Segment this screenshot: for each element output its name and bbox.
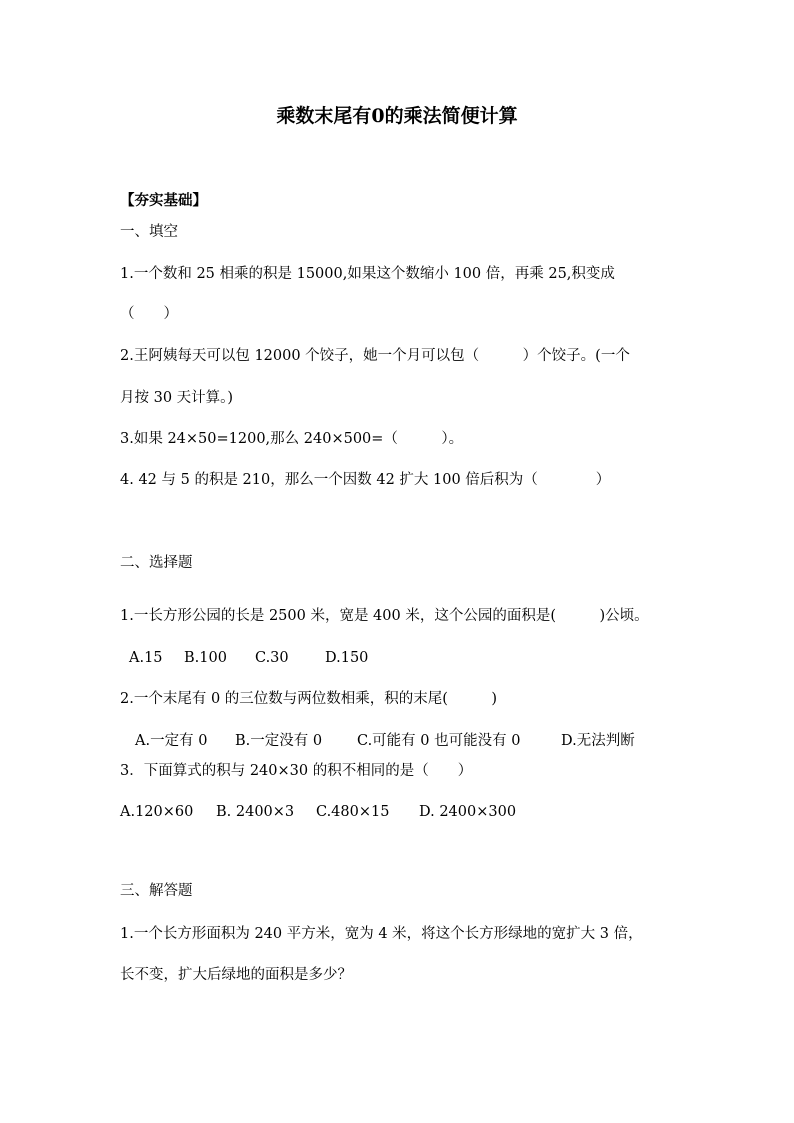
part2-q1-option-b: B.100 <box>184 650 227 666</box>
part2-q2-option-b: B.一定没有 0 <box>235 733 323 749</box>
part2-q3-option-d: D. 2400×300 <box>419 804 517 820</box>
part3-heading: 三、解答题 <box>120 883 193 899</box>
part1-q2-line2: 月按 30 天计算。) <box>120 390 234 406</box>
part1-heading: 一、填空 <box>120 224 178 240</box>
part1-q2-line1: 2.王阿姨每天可以包 12000 个饺子，她一个月可以包（ ）个饺子。(一个 <box>120 348 630 364</box>
part2-q3-option-a: A.120×60 <box>120 804 194 820</box>
part2-q3-option-c: C.480×15 <box>316 804 390 820</box>
part3-q1-line1: 1.一个长方形面积为 240 平方米，宽为 4 米，将这个长方形绿地的宽扩大 3 倍， <box>120 926 643 942</box>
part3-q1-line2: 长不变，扩大后绿地的面积是多少？ <box>120 967 352 983</box>
part2-q3-option-b: B. 2400×3 <box>216 804 295 820</box>
part1-q1-line2: （ ） <box>120 306 178 322</box>
part1-q1-line1: 1.一个数和 25 相乘的积是 15000,如果这个数缩小 100 倍，再乘 25,积变成 <box>120 266 615 282</box>
part2-q1-option-a: A.15 <box>129 650 163 666</box>
section-basic-label: 【夯实基础】 <box>120 192 207 209</box>
part1-q4: 4. 42 与 5 的积是 210，那么一个因数 42 扩大 100 倍后积为（ ） <box>120 472 611 488</box>
part1-q3: 3.如果 24×50=1200,那么 240×500=（ ）。 <box>120 431 464 447</box>
part2-q1: 1.一长方形公园的长是 2500 米，宽是 400 米，这个公园的面积是( )公顷。 <box>120 608 649 624</box>
part2-heading: 二、选择题 <box>120 555 193 571</box>
part2-q3: 3．下面算式的积与 240×30 的积不相同的是（ ） <box>120 763 473 779</box>
part2-q2: 2.一个末尾有 0 的三位数与两位数相乘，积的末尾( ) <box>120 691 498 707</box>
part2-q1-option-c: C.30 <box>255 650 289 666</box>
part2-q1-option-d: D.150 <box>325 650 369 666</box>
page-title: 乘数末尾有0的乘法简便计算 <box>276 105 518 127</box>
part2-q2-option-a: A.一定有 0 <box>135 733 208 749</box>
part2-q2-option-c: C.可能有 0 也可能没有 0 <box>357 733 521 749</box>
part2-q2-option-d: D.无法判断 <box>561 733 635 749</box>
